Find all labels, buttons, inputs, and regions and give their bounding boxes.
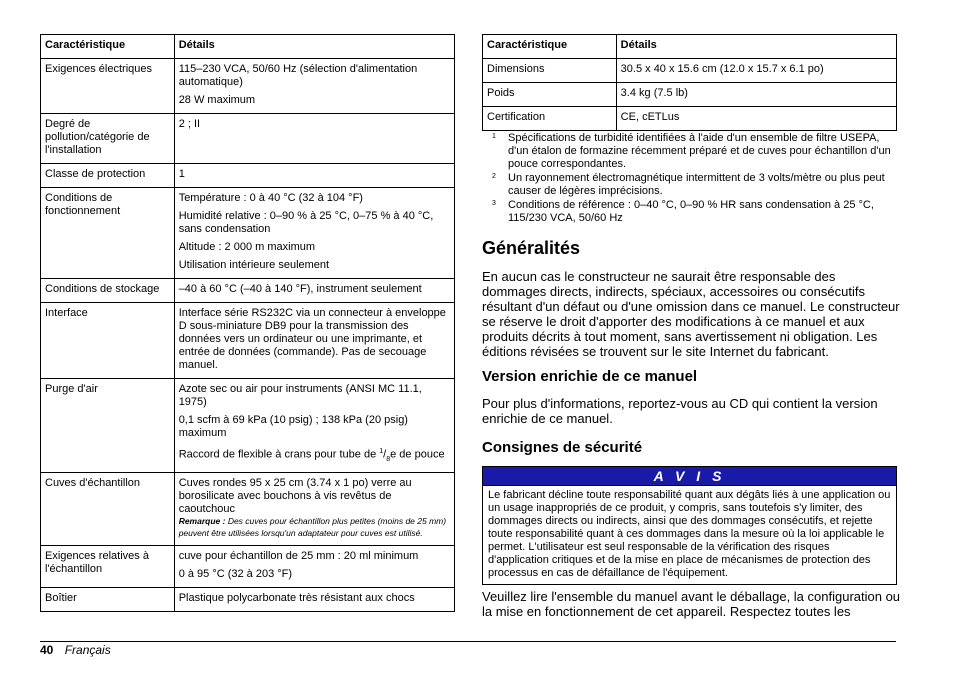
spec-label: Certification (483, 107, 617, 131)
spec-details (174, 164, 454, 188)
specifications-table-right (482, 34, 897, 131)
spec-details (174, 472, 454, 545)
detail-line: Utilisation intérieure seulement (178, 259, 330, 271)
spec-details (174, 59, 454, 114)
table-row (41, 303, 455, 379)
detail-line: Humidité relative : 0–90 % à 25 °C, 0–75 % à 40 °C, sans condensation (178, 210, 434, 235)
column-header: Détails (616, 35, 896, 59)
footnote-number: 2 (492, 173, 496, 180)
page-footer (40, 643, 111, 657)
specifications-table-left (40, 34, 455, 612)
section-heading-general: Généralités (482, 238, 581, 258)
spec-details (174, 303, 454, 379)
notice-text: Le fabricant décline toute responsabilité quant aux dégâts liés à une application ou un usage inappropriés de ce produit, y compris, sans toutefois s'y limiter, des dommages directs ou indirects, ainsi que des dommages consécutifs, et rejette toute responsabilité quant à ces dommages dans la mesure où la loi applicable le permet. L'utilisateur est seul responsable de la vérification des risques d'application critiques et de la mise en place de mécanismes de protection des processus en cas de défaillance de l'équipement. (483, 485, 896, 584)
footnote (482, 172, 897, 198)
table-row (41, 279, 455, 303)
safety-paragraph: Veuillez lire l'ensemble du manuel avant le déballage, la configuration ou la mise en fonctionnement de cet appareil. Respectez toutes les (482, 589, 901, 619)
spec-details: 30.5 x 40 x 15.6 cm (12.0 x 15.7 x 6.1 po) (616, 59, 896, 83)
detail-line: 0 à 95 °C (32 à 203 °F) (178, 567, 293, 580)
subheading-safety: Consignes de sécurité (482, 439, 643, 456)
table-row (41, 114, 455, 164)
detail-line: 28 W maximum (178, 94, 256, 106)
footer-divider (40, 641, 896, 642)
spec-details (174, 279, 454, 303)
table-row (41, 472, 455, 545)
spec-details (174, 188, 454, 279)
table-header-row (41, 35, 455, 59)
spec-label: Exigences électriques (41, 59, 175, 114)
spec-label: Cuves d'échantillon (41, 472, 175, 545)
page-number: 40 (40, 643, 54, 657)
spec-label: Interface (41, 303, 175, 379)
table-row (483, 83, 897, 107)
detail-line: 115–230 VCA, 50/60 Hz (sélection d'alimentation automatique) (178, 63, 418, 88)
spec-label: Exigences relatives à l'échantillon (41, 545, 175, 587)
detail-line: 0,1 scfm à 69 kPa (10 psig) ; 138 kPa (20 psig) maximum (178, 414, 408, 439)
spec-label: Boîtier (41, 587, 175, 611)
detail-line: Altitude : 2 000 m maximum (178, 241, 316, 253)
general-paragraph: En aucun cas le constructeur ne saurait être responsable des dommages directs, indirects, spéciaux, accessoires ou consécutifs résultant d'un défaut ou d'une omission dans ce manuel. Le constructeur se réserve le droit d'apporter des modifications à ce manuel et aux produits décrits à tout moment, sans avertissement ni obligation. Les éditions révisées se trouvent sur le site Internet du fabricant. (482, 269, 900, 359)
table-row (41, 188, 455, 279)
footnote-text: Conditions de référence : 0–40 °C, 0–90 % HR sans condensation à 25 °C, 115/230 VCA, 50/60 Hz (508, 199, 874, 224)
spec-label: Classe de protection (41, 164, 175, 188)
notice-title: A V I S (483, 467, 896, 485)
table-row (41, 59, 455, 114)
remark-note: Remarque : Des cuves pour échantillon plus petites (moins de 25 mm) peuvent être utilisées lorsqu'un adaptateur pour cuves est utilisé. (178, 515, 447, 538)
spec-label: Conditions de stockage (41, 279, 175, 303)
detail-line: 2 ; II (178, 118, 201, 130)
detail-line: Azote sec ou air pour instruments (ANSI MC 11.1, 1975) (178, 383, 422, 408)
table-row (41, 164, 455, 188)
detail-line: 1 (178, 168, 185, 180)
detail-line: –40 à 60 °C (–40 à 140 °F), instrument seulement (178, 283, 422, 295)
table-row (41, 379, 455, 473)
spec-details (174, 587, 454, 611)
spec-details (174, 545, 454, 587)
spec-label: Poids (483, 83, 617, 107)
footnote-text: Spécifications de turbidité identifiées à l'aide d'un ensemble de filtre USEPA, d'un étalon de formazine récemment préparé et de cuves pour échantillon d'un pouce correspondantes. (508, 132, 891, 170)
table-row (483, 107, 897, 131)
spec-details (174, 114, 454, 164)
table-row (41, 545, 455, 587)
column-header: Détails (174, 35, 454, 59)
spec-label: Dimensions (483, 59, 617, 83)
detail-line: Plastique polycarbonate très résistant aux chocs (178, 591, 415, 604)
column-header: Caractéristique (483, 35, 617, 59)
detail-line: Cuves rondes 95 x 25 cm (3.74 x 1 po) verre au borosilicate avec bouchons à vis revêtus de caoutchouc (178, 476, 412, 515)
footnote-text: Un rayonnement électromagnétique intermittent de 3 volts/mètre ou plus peut causer de légères imprécisions. (508, 172, 885, 197)
table-header-row (483, 35, 897, 59)
spec-label: Purge d'air (41, 379, 175, 473)
detail-line: cuve pour échantillon de 25 mm : 20 ml minimum (178, 549, 419, 562)
spec-details: 3.4 kg (7.5 lb) (616, 83, 896, 107)
column-header: Caractéristique (41, 35, 175, 59)
table-row (483, 59, 897, 83)
detail-line: Interface série RS232C via un connecteur à enveloppe D sous-miniature DB9 pour la transmission des données vers un ordinateur ou une imprimante, et entrée de données (commande). Pas de secouage manuel. (178, 307, 446, 371)
footnote (482, 132, 897, 171)
detail-line: Température : 0 à 40 °C (32 à 104 °F) (178, 192, 363, 204)
footnote-number: 3 (492, 200, 496, 207)
spec-label: Degré de pollution/catégorie de l'installation (41, 114, 175, 164)
enhanced-manual-paragraph: Pour plus d'informations, reportez-vous au CD qui contient la version enrichie de ce manuel. (482, 396, 878, 426)
table-row (41, 587, 455, 611)
footnotes (482, 132, 897, 226)
footnote (482, 199, 897, 225)
footnote-number: 1 (492, 133, 496, 140)
spec-label: Conditions de fonctionnement (41, 188, 175, 279)
notice-box (482, 466, 897, 585)
detail-line: Raccord de flexible à crans pour tube de $^1/_8e$ de pouce (178, 448, 445, 463)
subheading-enhanced-manual: Version enrichie de ce manuel (482, 368, 698, 385)
spec-details: CE, cETLus (616, 107, 896, 131)
spec-details (174, 379, 454, 473)
footer-language: Français (64, 643, 111, 657)
